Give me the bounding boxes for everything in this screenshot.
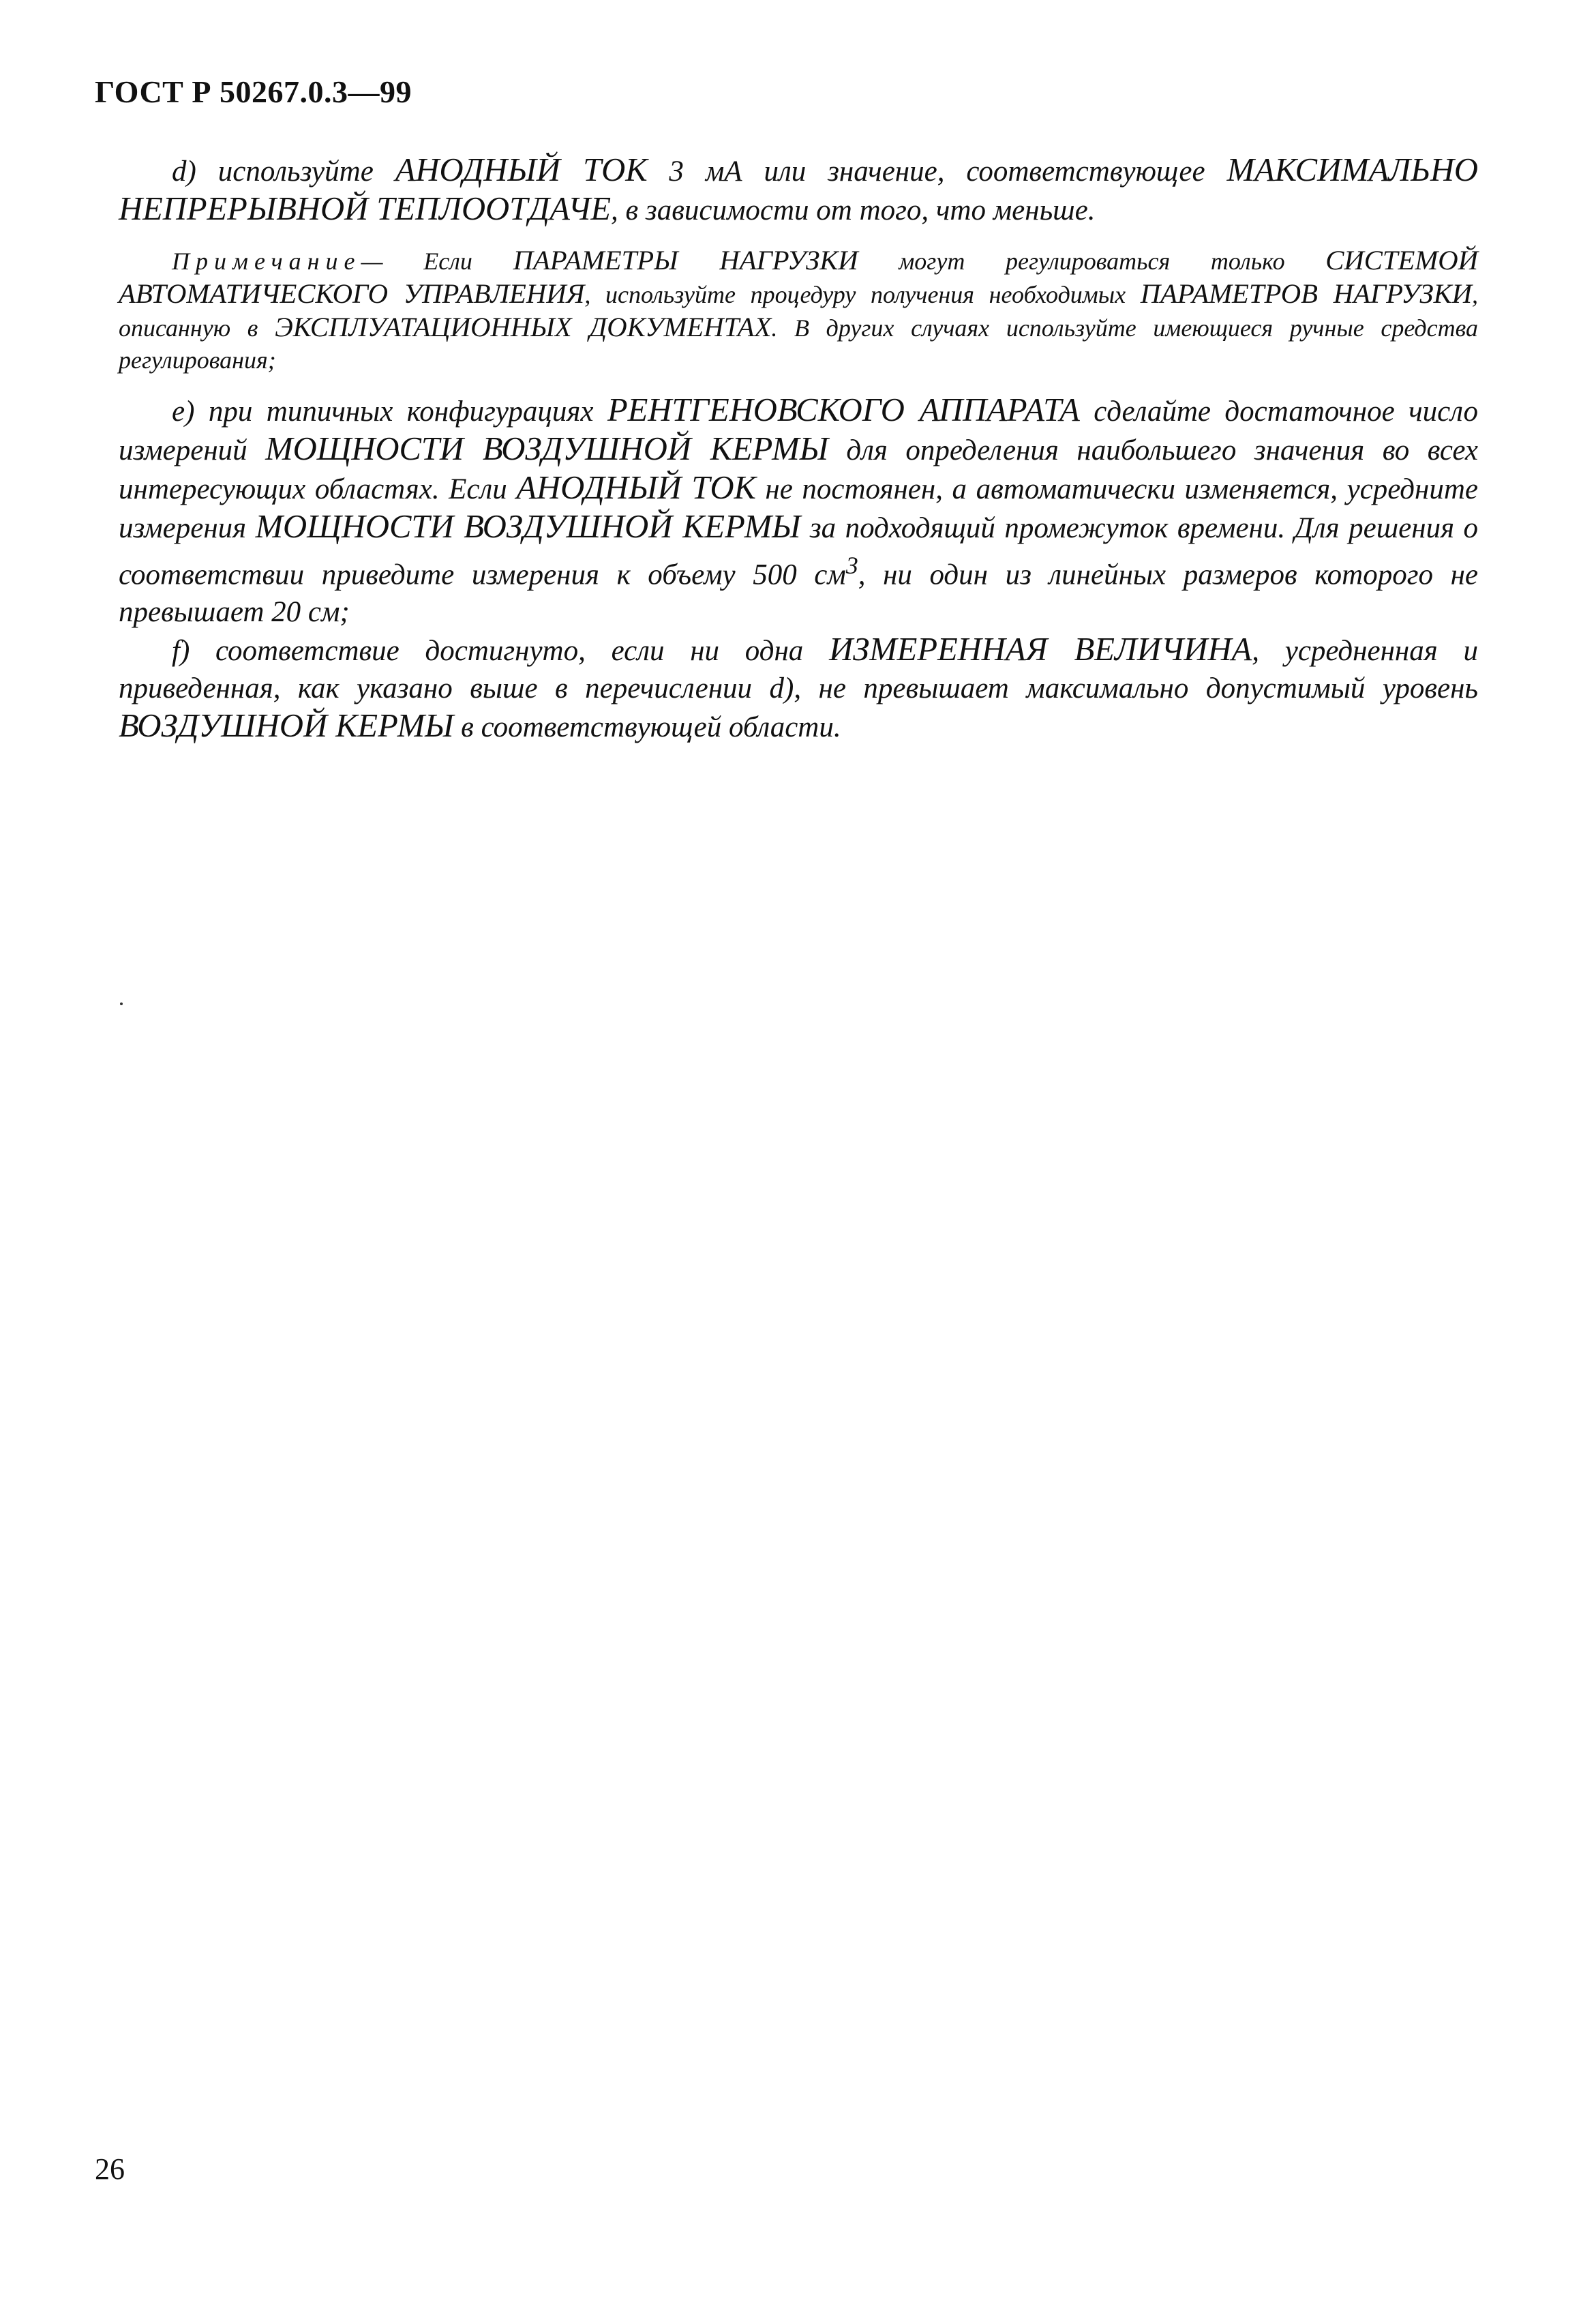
term-anode-current: АНОДНЫЙ ТОК bbox=[516, 469, 756, 506]
paragraph-item-e bbox=[119, 391, 1478, 631]
text-run: сделайте достаточное число измерений bbox=[119, 396, 1478, 466]
text-run: , описанную в bbox=[119, 281, 1479, 342]
term-max-heat-dissipation: МАКСИМАЛЬНО НЕПРЕРЫВНОЙ ТЕПЛООТДАЧЕ bbox=[119, 151, 1479, 227]
text-run: , в зависимости от того, что меньше. bbox=[611, 194, 1096, 226]
term-automatic-control-system: СИСТЕМОЙ АВТОМАТИЧЕСКОГО УПРАВЛЕНИЯ bbox=[119, 245, 1478, 309]
text-run: . В других случаях используйте имеющиеся ручные средства регулирования; bbox=[119, 314, 1479, 374]
term-air-kerma-rate: МОЩНОСТИ ВОЗДУШНОЙ КЕРМЫ bbox=[265, 430, 828, 467]
text-run: , усредненная и приведенная, как указано выше в перечислении d), не превышает максимально допустимый уровень bbox=[119, 635, 1478, 705]
note-label: Примечание bbox=[172, 248, 361, 275]
paragraph-note bbox=[119, 244, 1478, 376]
superscript-cube: 3 bbox=[845, 552, 858, 579]
text-run: 3 мА или значение, соответствующее bbox=[647, 155, 1227, 188]
text-run: , используйте процедуру получения необходимых bbox=[584, 281, 1141, 308]
paragraph-item-d bbox=[119, 151, 1478, 229]
document-body bbox=[119, 151, 1478, 746]
text-run: e) при типичных конфигурациях bbox=[172, 396, 607, 428]
document-header: ГОСТ Р 50267.0.3—99 bbox=[95, 74, 412, 109]
text-run: для определения наибольшего значения во всех интересующих областях. Если bbox=[119, 434, 1478, 505]
paragraph-item-f bbox=[119, 631, 1478, 746]
text-run: d) используйте bbox=[172, 155, 395, 188]
text-run: f) соответствие достигнуто, если ни одна bbox=[172, 635, 830, 668]
term-air-kerma: ВОЗДУШНОЙ КЕРМЫ bbox=[119, 707, 454, 745]
text-run: за подходящий промежуток времени. Для решения о соответствии приведите измерения к объему 500 см bbox=[119, 512, 1479, 591]
text-run: не постоянен, а автоматически изменяется, усредните измерения bbox=[119, 473, 1478, 544]
text-run: , ни один из линейных размеров которого не превышает 20 см; bbox=[119, 559, 1479, 629]
term-measured-value: ИЗМЕРЕННАЯ ВЕЛИЧИНА bbox=[829, 631, 1252, 668]
term-air-kerma-rate: МОЩНОСТИ ВОЗДУШНОЙ КЕРМЫ bbox=[255, 508, 801, 545]
term-accompanying-documents: ЭКСПЛУАТАЦИОННЫХ ДОКУМЕНТАХ bbox=[275, 312, 772, 342]
text-run: — Если bbox=[361, 248, 513, 275]
term-anode-current: АНОДНЫЙ ТОК bbox=[395, 151, 648, 188]
term-x-ray-equipment: РЕНТГЕНОВСКОГО АППАРАТА bbox=[607, 391, 1080, 428]
term-loading-factors: ПАРАМЕТРЫ НАГРУЗКИ bbox=[513, 245, 858, 276]
page-number: 26 bbox=[95, 2152, 125, 2186]
term-loading-factors: ПАРАМЕТРОВ НАГРУЗКИ bbox=[1140, 278, 1473, 309]
text-run: могут регулироваться только bbox=[858, 248, 1326, 275]
scan-artifact-dot bbox=[120, 1002, 123, 1005]
text-run: в соответствующей области. bbox=[453, 711, 841, 744]
